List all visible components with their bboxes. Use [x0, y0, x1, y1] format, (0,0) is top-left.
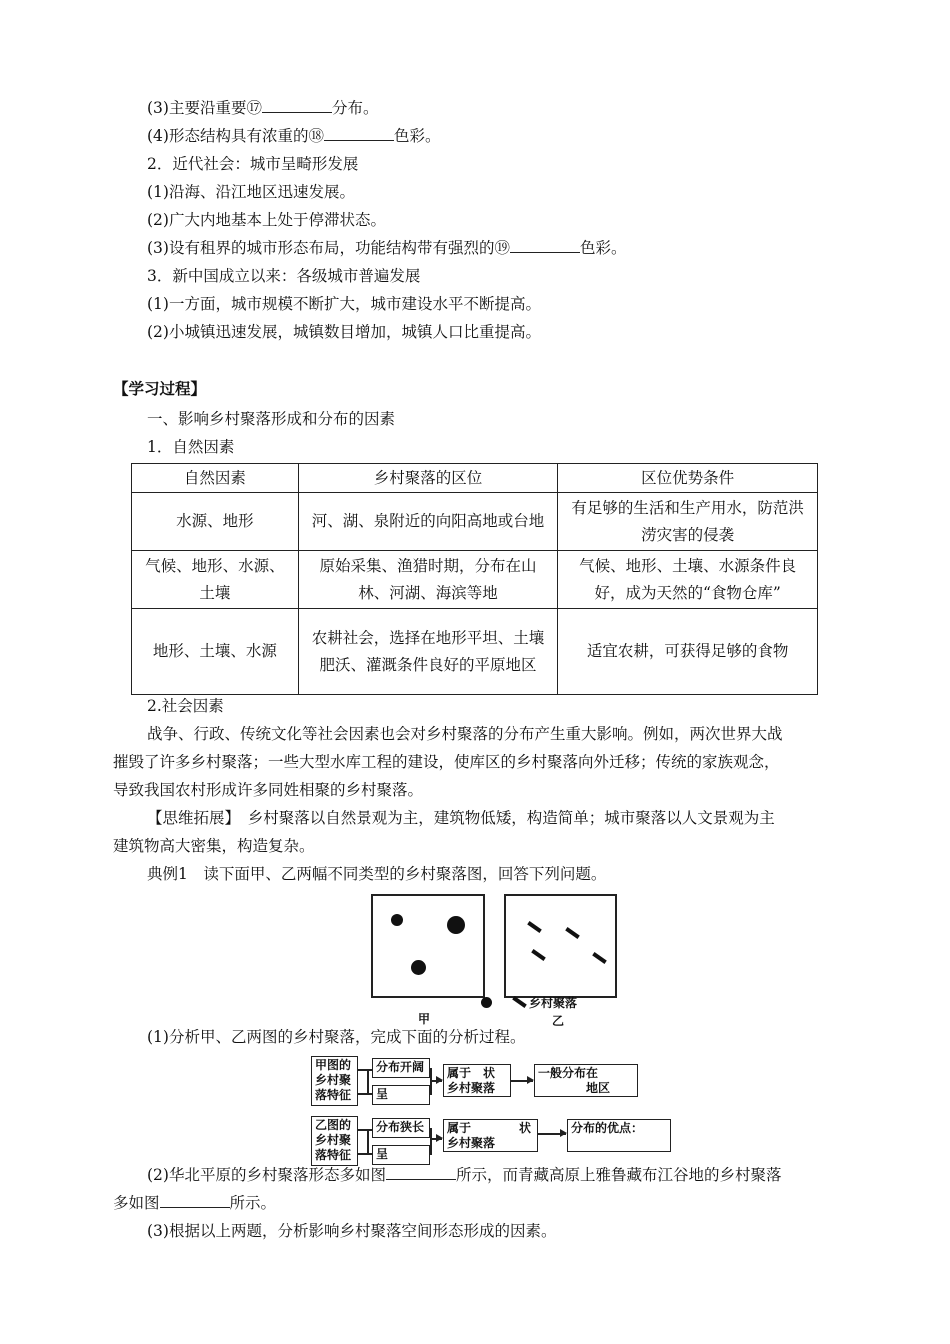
- n2: (2)广大内地基本上处于停滞状态。: [147, 211, 386, 229]
- extension-1: 【思维拓展】 乡村聚落以自然景观为主，建筑物低矮，构造简单；城市聚落以人文景观为主: [147, 809, 775, 827]
- extension-2: 建筑物高大密集，构造复杂。: [113, 837, 315, 855]
- flow-b-mid: 属于 状 乡村聚落: [443, 1119, 538, 1152]
- question-3: (3)根据以上两题，分析影响乡村聚落空间形态形成的因素。: [147, 1222, 557, 1240]
- flow-a-bottom: 呈: [372, 1085, 430, 1105]
- table-header: 区位优势条件: [558, 464, 818, 493]
- table-cell: 原始采集、渔猎时期，分布在山林、河湖、海滨等地: [298, 551, 558, 609]
- question-2a: (2)华北平原的乡村聚落形态多如图 所示，而青藏高原上雅鲁藏布江谷地的乡村聚落: [147, 1166, 782, 1184]
- social-p3: 导致我国农村形成许多同姓相聚的乡村聚落。: [113, 781, 424, 799]
- section-1: 一、影响乡村聚落形成和分布的因素: [147, 410, 396, 428]
- flow-b-source: 乙图的乡村聚落特征: [311, 1116, 358, 1166]
- learning-heading: 【学习过程】: [113, 379, 207, 398]
- table-cell: 适宜农耕，可获得足够的食物: [558, 609, 818, 695]
- table-cell: 河、湖、泉附近的向阳高地或台地: [298, 493, 558, 551]
- social-p1: 战争、行政、传统文化等社会因素也会对乡村聚落的分布产生重大影响。例如，两次世界大战: [147, 725, 783, 743]
- table-cell: 地形、土壤、水源: [132, 609, 299, 695]
- settlement-dot: [411, 960, 426, 975]
- table-header: 自然因素: [132, 464, 299, 493]
- flow-b-end: 分布的优点：: [567, 1119, 671, 1152]
- social-heading: 2.社会因素: [147, 697, 224, 715]
- table-cell: 气候、地形、水源、土壤: [132, 551, 299, 609]
- flow-b-top: 分布狭长: [372, 1118, 430, 1138]
- question-2b: 多如图 所示。: [113, 1194, 277, 1212]
- figure-b-label: 乙: [552, 1014, 565, 1028]
- heading-2: 2．近代社会：城市呈畸形发展: [147, 155, 359, 173]
- example-intro: 典例1 读下面甲、乙两幅不同类型的乡村聚落图，回答下列问题。: [147, 865, 607, 883]
- table-cell: 水源、地形: [132, 493, 299, 551]
- flow-a-mid: 属于 状 乡村聚落: [443, 1064, 511, 1097]
- flow-a-top: 分布开阔: [372, 1058, 430, 1078]
- m2: (2)小城镇迅速发展，城镇数目增加，城镇人口比重提高。: [147, 323, 541, 341]
- social-p2: 摧毁了许多乡村聚落；一些大型水库工程的建设，使库区的乡村聚落向外迁移；传统的家族观念，: [113, 753, 780, 771]
- table-header: 乡村聚落的区位: [298, 464, 558, 493]
- natural-factors-table: [131, 463, 818, 695]
- settlement-dot: [391, 914, 403, 926]
- item-3: (3)主要沿重要⑰ 分布。: [147, 99, 379, 117]
- legend-label: 乡村聚落: [529, 996, 578, 1010]
- settlement-dash: [531, 949, 546, 961]
- settlement-dot: [447, 916, 465, 934]
- settlement-dash: [592, 952, 607, 964]
- table-cell: 农耕社会，选择在地形平坦、土壤肥沃、灌溉条件良好的平原地区: [298, 609, 558, 695]
- table-cell: 气候、地形、土壤、水源条件良好，成为天然的“食物仓库”: [558, 551, 818, 609]
- question-1: (1)分析甲、乙两图的乡村聚落，完成下面的分析过程。: [147, 1028, 526, 1046]
- figure-b: [504, 894, 617, 998]
- legend-dot-icon: [481, 997, 492, 1008]
- figure-a: [371, 894, 485, 998]
- flow-a-source: 甲图的乡村聚落特征: [311, 1056, 358, 1106]
- item-4: (4)形态结构具有浓重的⑱ 色彩。: [147, 127, 441, 145]
- heading-3: 3．新中国成立以来：各级城市普遍发展: [147, 267, 421, 285]
- n1: (1)沿海、沿江地区迅速发展。: [147, 183, 355, 201]
- settlement-dash: [527, 921, 542, 933]
- m1: (1)一方面，城市规模不断扩大，城市建设水平不断提高。: [147, 295, 541, 313]
- flow-b-bottom: 呈: [372, 1145, 430, 1165]
- flow-a-end: 一般分布在 地区: [534, 1064, 638, 1097]
- section-1-1: 1．自然因素: [147, 438, 235, 456]
- n3: (3)设有租界的城市形态布局，功能结构带有强烈的⑲ 色彩。: [147, 239, 627, 257]
- table-cell: 有足够的生活和生产用水，防范洪涝灾害的侵袭: [558, 493, 818, 551]
- figure-a-label: 甲: [418, 1012, 431, 1026]
- settlement-dash: [565, 927, 580, 939]
